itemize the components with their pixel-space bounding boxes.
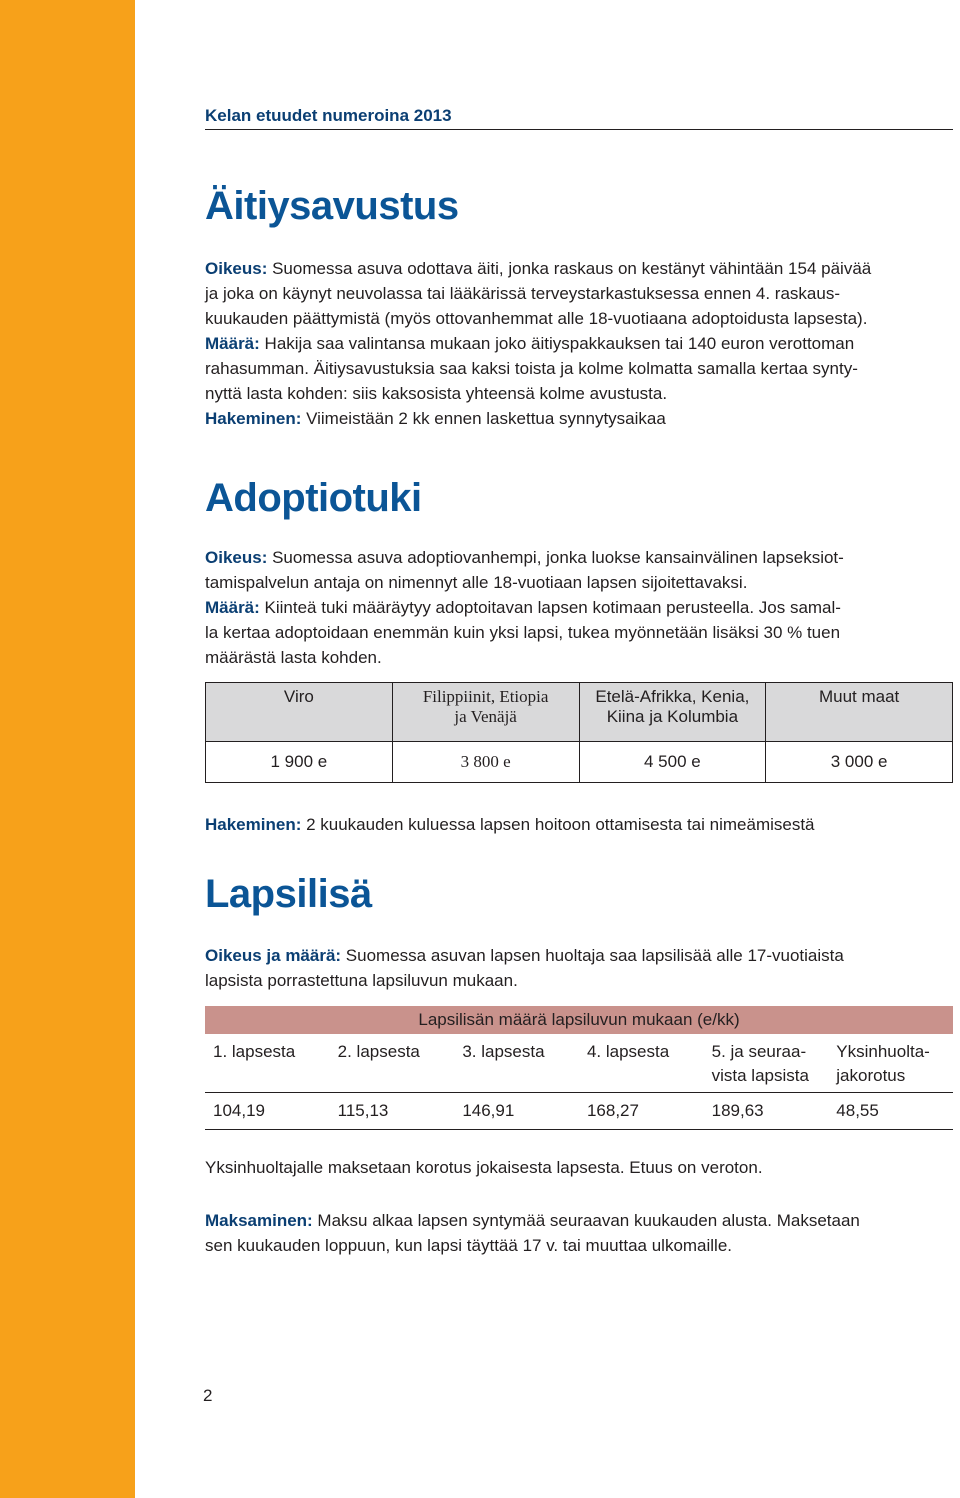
table-header-row: [205, 1034, 953, 1093]
table-header-cell: Viro: [206, 683, 393, 742]
text-line: sen kuukauden loppuun, kun lapsi täyttää 17 v. tai muuttaa ulkomaille.: [205, 1236, 733, 1255]
text-line: lapsista porrastettuna lapsiluvun mukaan.: [205, 971, 518, 990]
text-line: Maksu alkaa lapsen syntymää seuraavan kuukauden alusta. Maksetaan: [312, 1211, 860, 1230]
table-row: [206, 742, 953, 783]
text-line: määrästä lasta kohden.: [205, 648, 382, 667]
table-cell: 4 500 e: [579, 742, 766, 783]
text-line: Suomessa asuvan lapsen huoltaja saa lapsilisää alle 17-vuotiaista: [341, 946, 844, 965]
table-header-row: [206, 683, 953, 742]
running-header: Kelan etuudet numeroina 2013: [205, 106, 953, 130]
table-cell: 168,27: [579, 1093, 704, 1130]
aitiysavustus-text: [205, 256, 953, 431]
table-banner: Lapsilisän määrä lapsiluvun mukaan (e/kk): [205, 1006, 953, 1034]
table-header-cell: Filippiinit, Etiopia ja Venäjä: [392, 683, 579, 742]
child-benefit-table: [205, 1006, 953, 1130]
table-cell: 104,19: [205, 1093, 330, 1130]
orange-side-bar: [0, 0, 135, 1498]
text-line: Suomessa asuva adoptiovanhempi, jonka luokse kansainvälinen lapseksiot-: [267, 548, 844, 567]
table-header-cell: 3. lapsesta: [454, 1034, 579, 1093]
lapsilisa-note: Yksinhuoltajalle maksetaan korotus jokaisesta lapsesta. Etuus on veroton.: [205, 1158, 763, 1177]
maksaminen-label: Maksaminen:: [205, 1211, 313, 1230]
text-line: Suomessa asuva odottava äiti, jonka raskaus on kestänyt vähintään 154 päivää: [267, 259, 872, 278]
table-cell: 3 800 e: [392, 742, 579, 783]
lapsilisa-text: [205, 943, 953, 993]
text-line: rahasumman. Äitiysavustuksia saa kaksi toista ja kolme kolmatta samalla kertaa synty-: [205, 359, 858, 378]
adoptiotuki-hakeminen: [205, 812, 953, 837]
table-row: [205, 1093, 953, 1130]
maara-label: Määrä:: [205, 334, 260, 353]
text-line: Viimeistään 2 kk ennen laskettua synnytysaikaa: [301, 409, 666, 428]
maara-label: Määrä:: [205, 598, 260, 617]
table-header-cell: 1. lapsesta: [205, 1034, 330, 1093]
text-line: nyttä lasta kohden: siis kaksosista yhteensä kolme avustusta.: [205, 384, 668, 403]
hakeminen-label: Hakeminen:: [205, 409, 302, 428]
table-header-cell: 5. ja seuraa- vista lapsista: [704, 1034, 829, 1093]
section-heading-lapsilisa: Lapsilisä: [205, 872, 372, 916]
adoptiotuki-text: [205, 545, 953, 670]
text-line: kuukauden päättymistä (myös ottovanhemmat alle 18-vuotiaana adoptoidusta lapsesta).: [205, 309, 868, 328]
table-cell: 189,63: [704, 1093, 829, 1130]
page-number: 2: [203, 1386, 213, 1405]
text-line: Hakija saa valintansa mukaan joko äitiyspakkauksen tai 140 euron verottoman: [259, 334, 855, 353]
oikeus-label: Oikeus:: [205, 259, 268, 278]
text-line: tamispalvelun antaja on nimennyt alle 18-vuotiaan lapsen sijoitettavaksi.: [205, 573, 748, 592]
table-header-cell: 4. lapsesta: [579, 1034, 704, 1093]
text-line: ja joka on käynyt neuvolassa tai lääkärissä terveystarkastuksessa ennen 4. raskaus-: [205, 284, 840, 303]
section-heading-adoptiotuki: Adoptiotuki: [205, 476, 422, 520]
table-header-cell: Etelä-Afrikka, Kenia, Kiina ja Kolumbia: [579, 683, 766, 742]
table-cell: 3 000 e: [766, 742, 953, 783]
lapsilisa-maksaminen: [205, 1208, 953, 1258]
table-header-cell: Yksinhuolta- jakorotus: [828, 1034, 953, 1093]
text-line: la kertaa adoptoidaan enemmän kuin yksi lapsi, tukea myönnetään lisäksi 30 % tuen: [205, 623, 841, 642]
oikeus-label: Oikeus:: [205, 548, 268, 567]
oikeus-ja-maara-label: Oikeus ja määrä:: [205, 946, 342, 965]
table-cell: 146,91: [454, 1093, 579, 1130]
table-header-cell: Muut maat: [766, 683, 953, 742]
text-line: 2 kuukauden kuluessa lapsen hoitoon ottamisesta tai nimeämisestä: [301, 815, 815, 834]
hakeminen-label: Hakeminen:: [205, 815, 302, 834]
section-heading-aitiysavustus: Äitiysavustus: [205, 184, 459, 228]
table-cell: 48,55: [828, 1093, 953, 1130]
table-header-cell: 2. lapsesta: [330, 1034, 455, 1093]
table-banner-row: [205, 1006, 953, 1034]
adoption-amounts-table: [205, 682, 953, 783]
table-cell: 1 900 e: [206, 742, 393, 783]
table-cell: 115,13: [330, 1093, 455, 1130]
text-line: Kiinteä tuki määräytyy adoptoitavan lapsen kotimaan perusteella. Jos samal-: [259, 598, 841, 617]
